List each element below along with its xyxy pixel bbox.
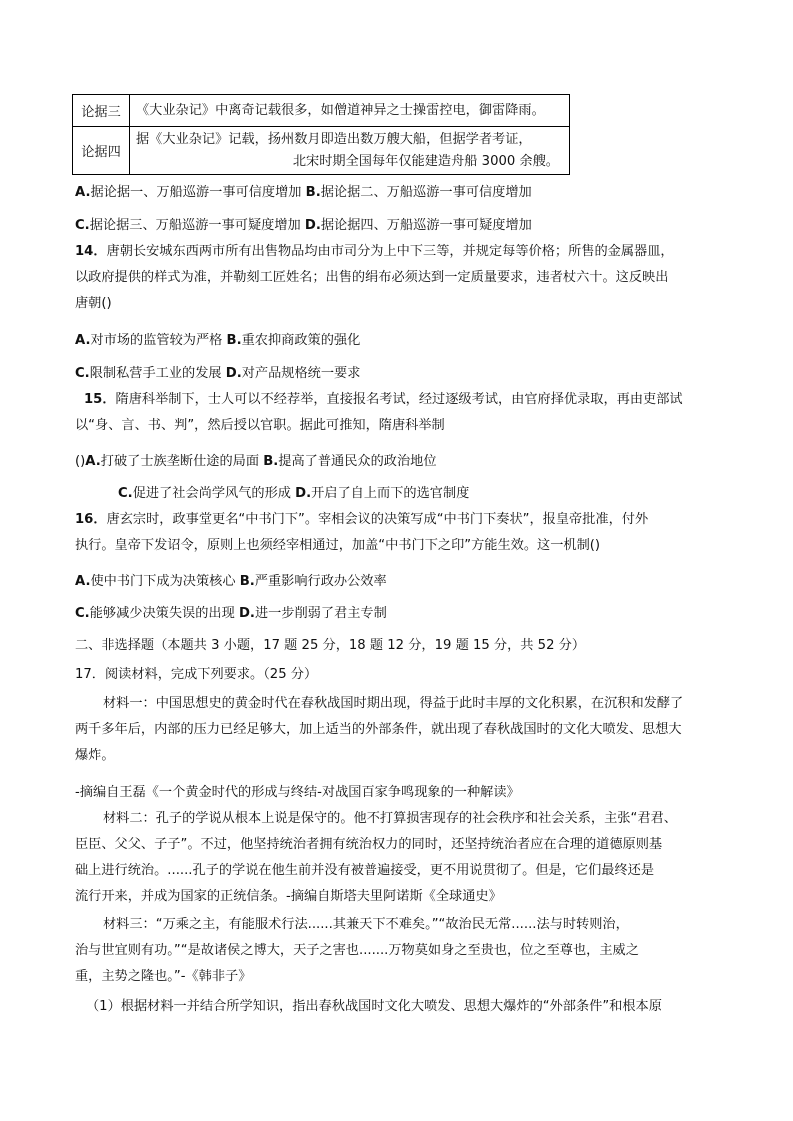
q13-options-cd: [75, 217, 532, 235]
q15-stem-line: 以“身、言、书、判”，然后授以官职。据此可推知，隋唐科举制: [75, 418, 445, 433]
evidence-label: 论据四: [73, 127, 130, 175]
material-line: 材料二：孔子的学说从根本上说是保守的。他不打算损害现存的社会秩序和社会关系，主张“君君、: [103, 811, 677, 826]
option-text: 据论据二、万船巡游一事可信度增加: [320, 185, 532, 200]
option-letter: A.: [75, 333, 91, 348]
option-letter: C.: [75, 366, 90, 381]
q13-options-ab: [75, 184, 532, 202]
question-number: 15．: [84, 392, 116, 407]
q14-stem-line: 唐朝(): [75, 296, 112, 311]
option-text: 开启了自上而下的选官制度: [311, 486, 470, 501]
option-letter: C.: [75, 218, 90, 233]
evidence-table: [72, 94, 570, 175]
question-number: 16．: [75, 512, 107, 527]
option-letter: A.: [85, 454, 101, 469]
q16-options-cd: [75, 605, 387, 623]
material-line: 爆炸。: [75, 748, 115, 763]
question-text: 隋唐科举制下，士人可以不经荐举，直接报名考试，经过逐级考试，由官府择优录取，再由吏部试: [115, 392, 683, 407]
material-line: 重，主势之隆也。”-《韩非子》: [75, 969, 252, 984]
option-text: 使中书门下成为决策核心: [90, 574, 236, 589]
option-letter: D.: [238, 606, 255, 621]
material-line: 治与世宜则有功。”“是故诸侯之博大，天子之害也.......万物莫如身之至贵也，位之至尊也，主威之: [75, 943, 639, 958]
option-text: 促进了社会尚学风气的形成: [132, 486, 291, 501]
option-text: 对产品规格统一要求: [241, 366, 361, 381]
question-number: 14．: [75, 244, 107, 259]
material-source: -摘编自王磊《一个黄金时代的形成与终结-对战国百家争鸣现象的一种解读》: [75, 785, 520, 800]
evidence-text: [130, 95, 570, 127]
sub-question: （1）根据材料一并结合所学知识，指出春秋战国时文化大喷发、思想大爆炸的“外部条件”和根本原: [86, 999, 662, 1014]
option-text: 对市场的监管较为严格: [90, 333, 223, 348]
evidence-text-line: 据《大业杂记》记载，扬州数月即造出数万艘大船，但据学者考证，: [136, 131, 532, 147]
option-letter: B.: [226, 333, 242, 348]
q14-stem-line: 以政府提供的样式为准，并勒刻工匠姓名；出售的绢布必须达到一定质量要求，违者杖六十。这反映出: [75, 270, 669, 285]
material-line: 臣臣、父父、子子”。不过，他坚持统治者拥有统治权力的同时，还坚持统治者应在合理的道德原则基: [75, 837, 663, 852]
q17-stem: 17．阅读材料，完成下列要求。（25 分）: [75, 667, 318, 682]
section-title: 二、非选择题（本题共 3 小题，17 题 25 分，18 题 12 分，19 题 15 分，共 52 分）: [75, 638, 586, 653]
table-row: [73, 95, 570, 127]
q14-options-ab: [75, 332, 360, 350]
table-row: [73, 127, 570, 175]
q14-options-cd: [75, 365, 360, 383]
option-text: 据论据一、万船巡游一事可信度增加: [90, 185, 302, 200]
option-letter: B.: [239, 574, 255, 589]
q15-options-ab: [75, 453, 437, 471]
option-text: 据论据四、万船巡游一事可疑度增加: [320, 218, 532, 233]
material-line: 材料三：“万乘之主，有能服术行法......其兼天下不难矣。”“故治民无常......法与时转则治，: [103, 917, 629, 932]
option-text: 打破了士族垄断仕途的局面: [100, 454, 260, 469]
option-letter: C.: [118, 486, 133, 501]
evidence-text-line: 《大业杂记》中离奇记载很多，如僧道神异之士操雷控电，御雷降雨。: [136, 102, 545, 118]
q16-options-ab: [75, 573, 387, 591]
q16-stem-line: 执行。皇帝下发诏令，原则上也须经宰相通过，加盖“中书门下之印”方能生效。这一机制(): [75, 538, 601, 553]
material-line: 流行开来，并成为国家的正统信条。-摘编自斯塔夫里阿诺斯《全球通史》: [75, 889, 502, 904]
option-text: 重农抑商政策的强化: [241, 333, 361, 348]
q16-stem-line: [75, 511, 648, 529]
answer-blank: (): [75, 454, 86, 469]
option-letter: D.: [304, 218, 321, 233]
option-letter: B.: [305, 185, 321, 200]
option-text: 严重影响行政办公效率: [254, 574, 387, 589]
q15-options-cd: [118, 485, 469, 503]
option-letter: A.: [75, 574, 91, 589]
evidence-label: 论据三: [73, 95, 130, 127]
option-letter: D.: [295, 486, 312, 501]
evidence-text: [130, 127, 570, 175]
option-text: 限制私营手工业的发展: [89, 366, 222, 381]
option-text: 据论据三、万船巡游一事可疑度增加: [89, 218, 301, 233]
option-letter: D.: [225, 366, 242, 381]
q15-stem-line: [84, 391, 683, 409]
option-letter: C.: [75, 606, 90, 621]
evidence-text-line: 北宋时期全国每年仅能建造舟船 3000 余艘。: [292, 153, 559, 169]
q14-stem-line: [75, 243, 674, 261]
material-line: 础上进行统治。......孔子的学说在他生前并没有被普遍接受，更不用说贯彻了。但是，它们最终还是: [75, 863, 655, 878]
option-text: 提高了普通民众的政治地位: [278, 454, 437, 469]
question-text: 唐朝长安城东西两市所有出售物品均由市司分为上中下三等，并规定每等价格；所售的金属器皿，: [106, 244, 674, 259]
material-line: 材料一：中国思想史的黄金时代在春秋战国时期出现，得益于此时丰厚的文化积累，在沉积和发酵了: [103, 696, 684, 711]
option-letter: A.: [75, 185, 91, 200]
option-text: 能够减少决策失误的出现: [89, 606, 235, 621]
material-line: 两千多年后，内部的压力已经足够大，加上适当的外部条件，就出现了春秋战国时的文化大喷发、思想大: [75, 722, 682, 737]
question-text: 唐玄宗时，政事堂更名“中书门下”。宰相会议的决策写成“中书门下奏状”，报皇帝批准，付外: [106, 512, 649, 527]
option-letter: B.: [263, 454, 279, 469]
option-text: 进一步削弱了君主专制: [254, 606, 387, 621]
